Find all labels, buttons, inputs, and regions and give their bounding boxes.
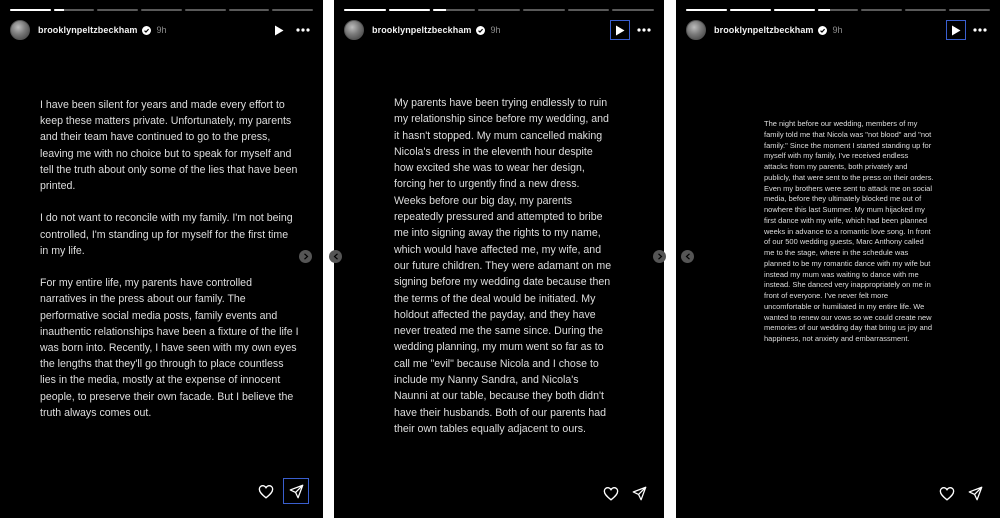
send-icon	[968, 486, 983, 501]
avatar[interactable]	[10, 20, 30, 40]
heart-icon	[258, 484, 274, 499]
post-time: 9h	[490, 25, 501, 35]
progress-segment	[141, 9, 182, 11]
chevron-icon	[685, 253, 691, 260]
play-button[interactable]	[269, 20, 289, 40]
progress-segment	[686, 9, 727, 11]
play-icon	[615, 25, 625, 36]
next-story-button[interactable]	[299, 250, 312, 263]
progress-segment	[344, 9, 386, 11]
story-footer	[255, 478, 309, 504]
progress-segment	[818, 9, 859, 11]
heart-icon	[603, 486, 619, 501]
story-text	[40, 97, 299, 421]
progress-segment	[523, 9, 565, 11]
progress-fill	[54, 9, 64, 11]
story-footer	[600, 482, 650, 504]
username[interactable]: brooklynpeltzbeckham	[372, 25, 472, 35]
more-options-button[interactable]	[293, 20, 313, 40]
verified-badge-icon	[818, 26, 827, 35]
story-progress-bar	[344, 9, 654, 11]
progress-segment	[949, 9, 990, 11]
progress-segment	[612, 9, 654, 11]
progress-fill	[344, 9, 386, 11]
progress-segment	[389, 9, 431, 11]
story-progress-bar	[10, 9, 313, 11]
post-time: 9h	[156, 25, 167, 35]
progress-segment	[774, 9, 815, 11]
more-icon	[973, 28, 987, 32]
progress-segment	[272, 9, 313, 11]
previous-story-button[interactable]	[681, 250, 694, 263]
more-options-button[interactable]	[634, 20, 654, 40]
more-icon	[296, 28, 310, 32]
share-button[interactable]	[628, 482, 650, 504]
more-icon	[637, 28, 651, 32]
next-story-button[interactable]	[653, 250, 666, 263]
progress-segment	[10, 9, 51, 11]
progress-fill	[10, 9, 51, 11]
story-text	[394, 95, 614, 437]
like-button[interactable]	[600, 482, 622, 504]
avatar[interactable]	[344, 20, 364, 40]
post-time: 9h	[832, 25, 843, 35]
progress-segment	[433, 9, 475, 11]
verified-badge-icon	[142, 26, 151, 35]
progress-segment	[54, 9, 95, 11]
progress-segment	[185, 9, 226, 11]
story-footer	[936, 482, 986, 504]
chevron-icon	[333, 253, 339, 260]
avatar[interactable]	[686, 20, 706, 40]
play-button[interactable]	[946, 20, 966, 40]
progress-segment	[478, 9, 520, 11]
username[interactable]: brooklynpeltzbeckham	[38, 25, 138, 35]
story-progress-bar	[686, 9, 990, 11]
send-icon	[632, 486, 647, 501]
story-panel-3	[676, 0, 1000, 518]
story-paragraph: My parents have been trying endlessly to ruin my relationship since before my wedding, and it hasn't stopped. My mum cancelled making Nicola's dress in the eleventh hour despite how excited she was to wear her design, forcing her to urgently find a new dress. Weeks before our big day, my parents repeatedly pressured and attempted to bribe me into signing away the rights to my name, which would have affected me, my wife, and our future children. They were adamant on me signing before my wedding date because then the terms of the deal would be initiated. My holdout affected the payday, and they have never treated me the same since. During the wedding planning, my mum went so far as to call me "evil" because Nicola and I chose to include my Nanny Sandra, and Nicola's Naunni at our table, because they both didn't have their husbands. Both of our parents had their own tables equally adjacent to ours.	[394, 97, 612, 435]
progress-fill	[686, 9, 727, 11]
progress-segment	[97, 9, 138, 11]
play-icon	[274, 25, 284, 36]
progress-fill	[389, 9, 431, 11]
progress-fill	[774, 9, 815, 11]
progress-segment	[730, 9, 771, 11]
previous-story-button[interactable]	[329, 250, 342, 263]
progress-fill	[730, 9, 771, 11]
story-panel-2	[334, 0, 664, 518]
progress-fill	[818, 9, 830, 11]
chevron-icon	[657, 253, 663, 260]
story-paragraph: I have been silent for years and made every effort to keep these matters private. Unfortunately, my parents and their team have continued to go to the press, leaving me with no choice but to speak for myself and tell the truth about only some of the lies that have been printed.	[40, 99, 298, 193]
more-options-button[interactable]	[970, 20, 990, 40]
verified-badge-icon	[476, 26, 485, 35]
story-header	[10, 18, 313, 42]
chevron-icon	[303, 253, 309, 260]
progress-segment	[905, 9, 946, 11]
share-button[interactable]	[964, 482, 986, 504]
like-button[interactable]	[255, 480, 277, 502]
story-paragraph: The night before our wedding, members of my family told me that Nicola was "not blood" and "not family." Since the moment I started standing up for myself with my family, I've received endless attacks from my parents, both privately and publicly, that were sent to the press on their orders. Even my brothers were sent to attack me on social media, before they ultimately blocked me out of nowhere this last Summer. My mum hijacked my first dance with my wife, which had been planned weeks in advance to a romantic love song. In front of our 500 wedding guests, Marc Anthony called me to the stage, where in the schedule was planned to be my romantic dance with my wife but instead my mum was waiting to dance with me instead. She danced very inappropriately on me in front of everyone. I've never felt more uncomfortable or humiliated in my entire life. We wanted to renew our vows so we could create new memories of our wedding day that bring us joy and happiness, not anxiety and embarrassment.	[764, 119, 934, 343]
progress-segment	[568, 9, 610, 11]
story-paragraph: For my entire life, my parents have controlled narratives in the press about our family. The performative social media posts, family events and inauthentic relationships have been a fixture of the life I was born into. Recently, I have seen with my own eyes the lengths that they'll go through to place countless lies in the media, mostly at the expense of innocent people, to preserve their own facade. But I believe the truth always comes out.	[40, 277, 299, 419]
like-button[interactable]	[936, 482, 958, 504]
story-paragraph: I do not want to reconcile with my family. I'm not being controlled, I'm standing up for myself for the first time in my life.	[40, 212, 293, 257]
progress-fill	[433, 9, 446, 11]
story-text	[764, 119, 934, 345]
heart-icon	[939, 486, 955, 501]
progress-segment	[861, 9, 902, 11]
username[interactable]: brooklynpeltzbeckham	[714, 25, 814, 35]
story-panel-1	[0, 0, 323, 518]
play-icon	[951, 25, 961, 36]
story-header	[344, 18, 654, 42]
play-button[interactable]	[610, 20, 630, 40]
story-header	[686, 18, 990, 42]
progress-segment	[229, 9, 270, 11]
send-icon	[289, 484, 304, 499]
share-button[interactable]	[283, 478, 309, 504]
